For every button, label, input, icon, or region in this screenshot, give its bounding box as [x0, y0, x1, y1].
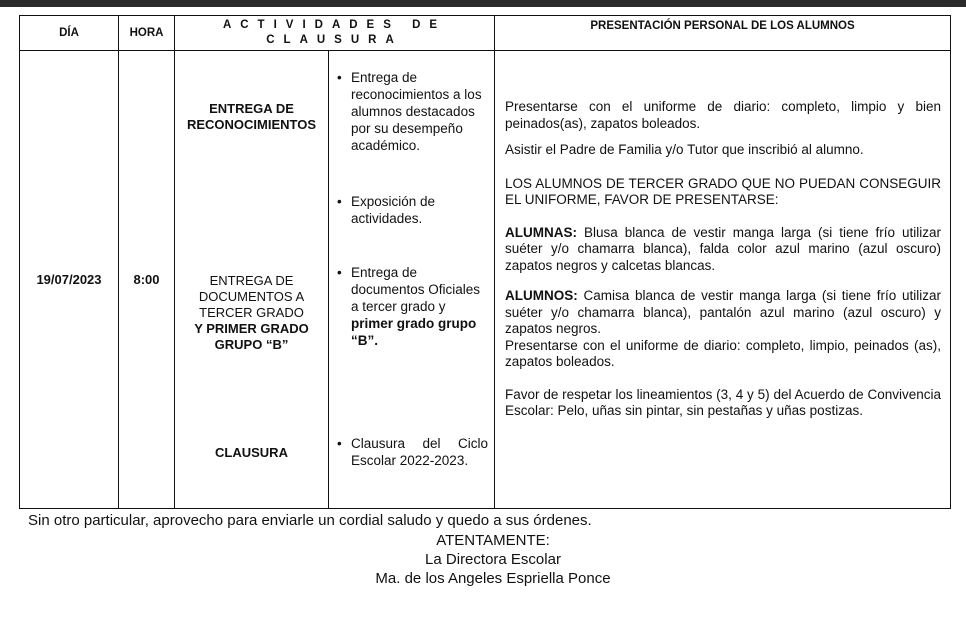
event-documentos-bold: Y PRIMER GRADO GRUPO “B” — [194, 321, 309, 352]
event-documentos — [175, 273, 328, 353]
atentamente: ATENTAMENTE: — [436, 532, 550, 549]
event-clausura: CLAUSURA — [215, 445, 288, 460]
cell-dia: 19/07/2023 — [20, 51, 119, 509]
event-reconocimientos: ENTREGA DE RECONOCIMIENTOS — [186, 101, 317, 132]
signer-role: La Directora Escolar — [425, 551, 561, 568]
pres-lineamientos: Favor de respetar los lineamientos (3, 4 y 5) del Acuerdo de Convivencia Escolar: Pelo, uñas sin pintar, sin pestañas y uñas postizas. — [505, 386, 941, 418]
header-row — [20, 16, 951, 51]
activity-exposicion — [337, 193, 488, 227]
pres-alumnas — [505, 225, 941, 275]
header-actividades-line1: ACTIVIDADES DE — [222, 19, 447, 31]
activity-reconocimientos — [337, 69, 488, 154]
closing-text: Sin otro particular, aprovecho para enviarle un cordial saludo y quedo a sus órdenes. — [28, 512, 592, 529]
activity-text: Entrega de reconocimientos a los alumnos destacados por su desempeño académico. — [351, 70, 482, 153]
pres-alumnos-text: Camisa blanca de vestir manga larga (si tiene frío utilizar suéter y/o chamarra blanca), pantalón azul marino (azul oscuro) y zapatos negros. — [505, 288, 941, 336]
signer-name: Ma. de los Angeles Espriella Ponce — [375, 570, 611, 587]
pres-alumnas-label: ALUMNAS: — [505, 224, 577, 240]
header-actividades-line2: CLAUSURA — [266, 34, 403, 46]
bullet-icon: • — [337, 194, 342, 209]
event-documentos-regular: ENTREGA DE DOCUMENTOS A TERCER GRADO — [198, 273, 305, 320]
pres-tercer-grado: LOS ALUMNOS DE TERCER GRADO QUE NO PUEDAN CONSEGUIR EL UNIFORME, FAVOR DE PRESENTARSE: — [505, 175, 941, 207]
header-dia: DÍA — [20, 16, 119, 51]
activity-text: Clausura del Ciclo Escolar 2022-2023. — [351, 436, 488, 468]
activity-documentos — [337, 264, 488, 349]
pres-alumnos — [505, 288, 941, 338]
body-row — [20, 51, 951, 509]
header-presentacion: PRESENTACIÓN PERSONAL DE LOS ALUMNOS — [495, 16, 951, 51]
pres-uniforme: Presentarse con el uniforme de diario: completo, limpio y bien peinados(as), zapatos boleados. — [505, 99, 941, 131]
header-hora: HORA — [119, 16, 175, 51]
activity-documentos-regular: Entrega de documentos Oficiales a tercer grado y — [351, 265, 481, 314]
cell-hora: 8:00 — [119, 51, 175, 509]
bullet-icon: • — [337, 265, 342, 280]
schedule-table — [19, 15, 951, 509]
activity-text — [351, 264, 488, 349]
top-rule — [0, 0, 966, 7]
header-actividades — [175, 16, 495, 51]
bullet-icon: • — [337, 70, 342, 85]
activity-clausura — [337, 435, 488, 469]
pres-alumnos-label: ALUMNOS: — [505, 288, 578, 303]
cell-presentacion — [495, 51, 951, 509]
cell-events — [175, 51, 329, 509]
activity-documentos-bold: primer grado grupo “B”. — [351, 316, 477, 348]
cell-activities — [329, 51, 495, 509]
pres-padre: Asistir el Padre de Familia y/o Tutor que inscribió al alumno. — [505, 142, 864, 157]
activity-text: Exposición de actividades. — [351, 194, 436, 226]
bullet-icon: • — [337, 436, 342, 451]
pres-alumnas-text: Blusa blanca de vestir manga larga (si tiene frío utilizar suéter y/o chamarra blanca), falda color azul marino (azul oscuro) zapatos negros y calcetas blancas. — [505, 224, 941, 273]
pres-uniforme-diario: Presentarse con el uniforme de diario: completo, limpio, peinados (as), zapatos boleados. — [505, 337, 941, 369]
